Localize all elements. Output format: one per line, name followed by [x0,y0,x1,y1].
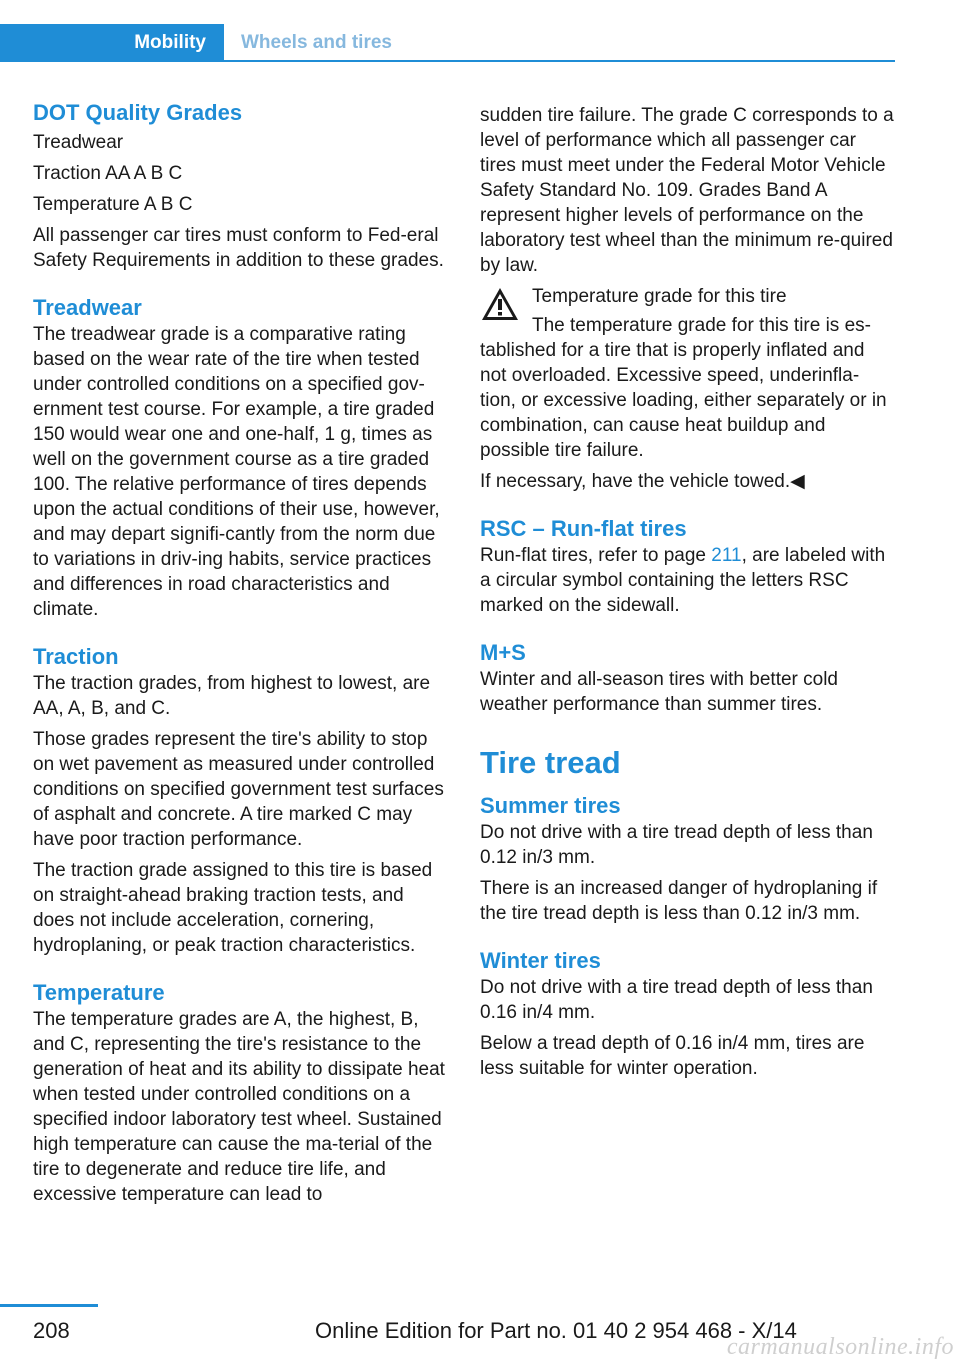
heading-temperature: Temperature [33,980,165,1005]
winter-paragraph-2: Below a tread depth of 0.16 in/4 mm, tires are less suitable for winter operation. [480,1033,865,1079]
warning-paragraph-rest: tablished for a tire that is properly inflated and not overloaded. Excessive speed, underinfla‐tion, or excessive loading, either separately or in combination, can cause heat buildup and possible tire failure. [480,340,887,461]
heading-winter-tires: Winter tires [480,948,601,973]
heading-tire-tread: Tire tread [480,745,621,780]
traction-paragraph-1: The traction grades, from highest to lowest, are AA, A, B, and C. [33,673,431,719]
dot-line-temperature: Temperature A B C [33,194,193,215]
heading-dot-quality-grades: DOT Quality Grades [33,100,243,125]
footer-rule [0,1304,98,1307]
dot-line-treadwear: Treadwear [33,132,124,153]
traction-paragraph-3: The traction grade assigned to this tire is based on straight-ahead braking traction tests, and does not include acceleration, cornering, hydroplaning, or peak traction characteristics. [33,860,433,956]
header-rule [0,60,895,62]
heading-summer-tires: Summer tires [480,793,621,818]
ms-paragraph: Winter and all-season tires with better cold weather performance than summer tires. [480,669,838,715]
dot-paragraph: All passenger car tires must conform to Fed‐eral Safety Requirements in addition to these grades. [33,225,444,271]
warning-title: Temperature grade for this tire [532,286,787,307]
summer-paragraph-1: Do not drive with a tire tread depth of less than 0.12 in/3 mm. [480,822,873,868]
rsc-paragraph [480,543,895,618]
page-number: 208 [33,1318,70,1343]
right-column [480,103,895,1087]
heading-traction: Traction [33,644,119,669]
treadwear-paragraph: The treadwear grade is a comparative rating based on the wear rate of the tire when tested under controlled conditions on a specified gov‐ernment test course. For example, a tire graded 150 would wear one and one-half, 1 g, times as well on the government course as a tire graded 100. The relative performance of tires depends upon the actual conditions of their use, however, and may depart signifi‐cantly from the norm due to variations in driv‐ing habits, service practices and differences in road characteristics and climate. [33,324,440,620]
warning-end: If necessary, have the vehicle towed.◀ [480,471,805,492]
heading-rsc-run-flat: RSC – Run-flat tires [480,516,687,541]
winter-paragraph-1: Do not drive with a tire tread depth of less than 0.16 in/4 mm. [480,977,873,1023]
dot-line-traction: Traction AA A B C [33,163,183,184]
summer-paragraph-2: There is an increased danger of hydroplaning if the tire tread depth is less than 0.12 in/3 mm. [480,878,878,924]
rsc-text-before: Run-flat tires, refer to page [480,545,712,566]
heading-m-s: M+S [480,640,526,665]
section-tab-mobility: Mobility [0,24,224,62]
traction-paragraph-2: Those grades represent the tire's ability to stop on wet pavement as measured under controlled conditions on specified government test surfaces of asphalt and concrete. A tire marked C may have poor traction performance. [33,729,444,850]
continued-paragraph: sudden tire failure. The grade C corresponds to a level of performance which all passenger car tires must meet under the Federal Motor Vehicle Safety Standard No. 109. Grades Band A represent higher levels of performance on the laboratory test wheel than the minimum re‐quired by law. [480,105,894,276]
warning-block [480,284,895,494]
page-link-211[interactable]: 211 [711,545,742,566]
watermark: carmanualsonline.info [726,1334,954,1360]
section-tab-wheels-and-tires: Wheels and tires [241,32,392,53]
warning-triangle-icon [480,286,520,322]
warning-paragraph-start: The temperature grade for this tire is es‐ [532,315,871,336]
left-column [33,98,448,1213]
heading-treadwear: Treadwear [33,295,142,320]
rsc-text-after: , are labeled with a circular symbol containing the letters RSC marked on the sidewall. [480,545,886,616]
edition-text: Online Edition for Part no. 01 40 2 954 468 - X/14 [315,1318,797,1343]
page-header [0,24,895,62]
temperature-paragraph: The temperature grades are A, the highest, B, and C, representing the tire's resistance to the generation of heat and its ability to dissipate heat when tested under controlled conditions on a specified indoor laboratory test wheel. Sustained high temperature can cause the ma‐terial of the tire to degenerate and reduce tire life, and excessive temperature can lead to [33,1009,445,1205]
